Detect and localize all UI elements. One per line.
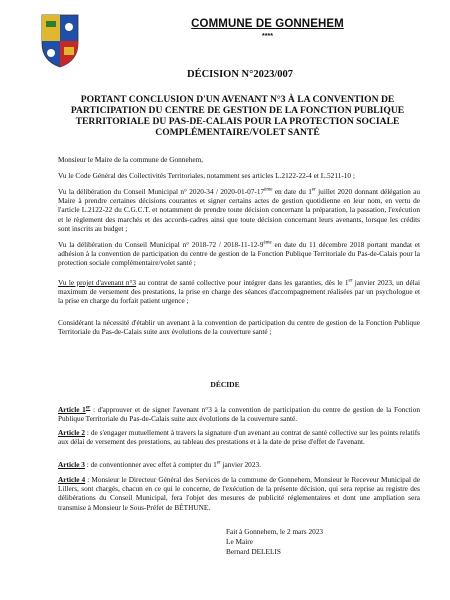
coat-of-arms-icon (40, 13, 80, 69)
decision-subject: PORTANT CONCLUSION D'UN AVENANT N°3 À LA CONVENTION DE PARTICIPATION DU CENTRE DE GESTION DE LA FONCTION PUBLIQUE TERRITORIALE DU PAS-DE-CALAIS POUR LA PROTECTION SOCIALE COMPLÉMENTAIRE/VOLET SANTÉ (70, 94, 405, 138)
signature-place-date: Fait à Gonnehem, le 2 mars 2023 (226, 527, 324, 536)
decision-number: DÉCISION N°2023/007 (186, 69, 293, 80)
signature-name: Bernard DELELIS (226, 547, 281, 556)
preamble-code: Vu le Code Général des Collectivités Territoriales, notamment ses articles L.2122-22-4 et L.5211-10 ; (58, 171, 355, 180)
preamble-deliberation-2020: Vu la délibération du Conseil Municipal n° 2020-34 / 2020-01-07-17ème en date du 1er juillet 2020 donnant délégation au Maire à prendre certaines décisions courantes et signer certains actes de gestion quotidienne en leur nom, en vertu de l'article L.2122-22 du C.G.C.T. et notamment de prendre toute décision concernant la préparation, la passation, l'exécution et le règlement des marchés et des accords-cadres ainsi que toute décision concernant leurs avenants, lorsque les crédits sont inscrits au budget ; (58, 187, 420, 233)
preamble-projet-avenant: Vu le projet d'avenant n°3 au contrat de santé collective pour intégrer dans les garanties, dès le 1er janvier 2023, un délai maximum de versement des prestations, la prise en charge des séances d'accompagnement réalisées par un psychologue et la prise en charge du forfait patient urgence ; (58, 278, 421, 306)
signature-role: Le Maire (226, 537, 253, 546)
decide-heading: DÉCIDE (210, 380, 240, 389)
article-1: Article 1er : d'approuver et de signer l'avenant n°3 à la convention de participation du centre de gestion de la Fonction Publique Territoriale du Pas-de-Calais suite aux évolutions de la couverture santé. (58, 405, 420, 424)
article-3: Article 3 : de conventionner avec effet à compter du 1er janvier 2023. (58, 460, 261, 469)
article-4: Article 4 : Monsieur le Directeur Général des Services de la commune de Gonnehem, Monsieur le Receveur Municipal de Lillers, sont chargés, chacun en ce qui le concerne, de l'exécution de la présente décision, qui sera reprise au registre des délibérations du Conseil Municipal, fera l'objet des mesures de publicité réglementaires et dont une ampliation sera transmise à Monsieur le Sous-Préfet de BÉTHUNE. (58, 475, 420, 512)
commune-name: COMMUNE DE GONNEHEM (191, 18, 344, 30)
article-2: Article 2 : de s'engager mutuellement à travers la signature d'un avenant au contrat de santé collective sur les points relatifs aux délai de versement des prestations, au tableau des prestations et à la date de prise d'effet de l'avenant. (58, 428, 420, 447)
stars-separator: **** (262, 33, 273, 40)
preamble-maire: Monsieur le Maire de la commune de Gonnehem, (58, 155, 204, 164)
preamble-deliberation-2018: Vu la délibération du Conseil Municipal n° 2018-72 / 2018-11-12-9ème en date du 11 décembre 2018 portant mandat et adhésion à la convention de participation du centre de gestion de la Fonction Publique Territoriale du Pas-de-Calais pour la protection sociale complémentaire/volet santé ; (58, 240, 420, 268)
preamble-considerant: Considérant la nécessité d'établir un avenant à la convention de participation du centre de gestion de la Fonction Publique Territoriale du Pas-de-Calais suite aux évolutions de la couverture santé ; (58, 318, 420, 337)
